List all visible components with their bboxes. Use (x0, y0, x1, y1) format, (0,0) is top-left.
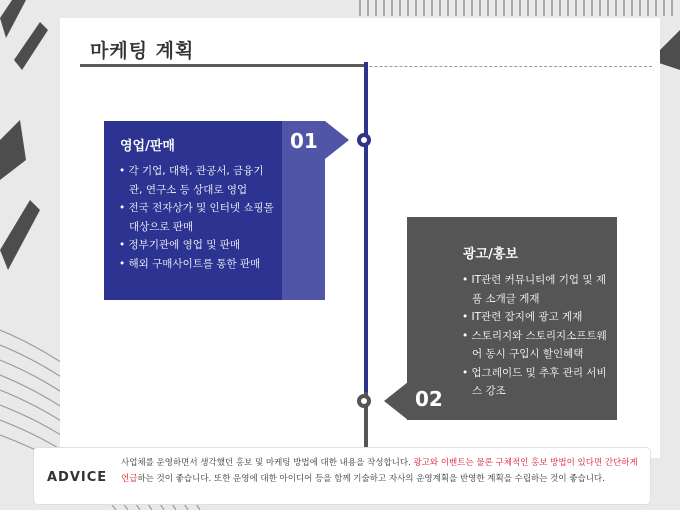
page-title: 마케팅 계획 (90, 40, 195, 62)
timeline-line-top (364, 62, 368, 392)
sales-arrow-pointer (325, 121, 349, 159)
sales-title: 영업/판매 (120, 139, 175, 154)
timeline-node-02 (357, 394, 371, 408)
list-item: • 업그레이드 및 추후 관리 서비스 강조 (462, 364, 612, 401)
advice-text-part-1: 사업체를 운영하면서 생각했던 홍보 및 마케팅 방법에 대한 내용을 작성합니다. (121, 458, 414, 468)
advice-text (121, 455, 641, 487)
sales-list (119, 162, 274, 273)
list-item: • 각 기업, 대학, 관공서, 금융기관, 연구소 등 상대로 영업 (119, 162, 274, 199)
advice-text-part-2: 하는 것이 좋습니다. 또한 운영에 대한 아이디어 등을 함께 기술하고 자사의 운영계획을 반영한 계획을 수립하는 것이 좋습니다. (137, 474, 605, 484)
advice-highlight: 광고와 이벤트는 물론 구체적인 홍보 방법이 있다면 간단하게 언급 (121, 458, 638, 484)
list-item: • 스토리지와 스토리지소프트웨어 동시 구입시 할인혜택 (462, 327, 612, 364)
promo-list (462, 271, 612, 401)
list-item: • 전국 전자상가 및 인터넷 쇼핑몰 대상으로 판매 (119, 199, 274, 236)
promo-arrow-pointer (384, 382, 408, 420)
list-item: • 정부기관에 영업 및 판매 (119, 236, 274, 255)
promo-title: 광고/홍보 (463, 247, 518, 262)
promo-number: 02 (415, 387, 443, 411)
list-item: • 해외 구매사이트를 통한 판매 (119, 255, 274, 274)
advice-label: ADVICE (47, 470, 108, 485)
title-underline (80, 64, 366, 67)
sales-number: 01 (290, 129, 318, 153)
list-item: • IT관련 커뮤니티에 기업 및 제품 소개글 게재 (462, 271, 612, 308)
list-item: • IT관련 잡지에 광고 게재 (462, 308, 612, 327)
timeline-node-01 (357, 133, 371, 147)
